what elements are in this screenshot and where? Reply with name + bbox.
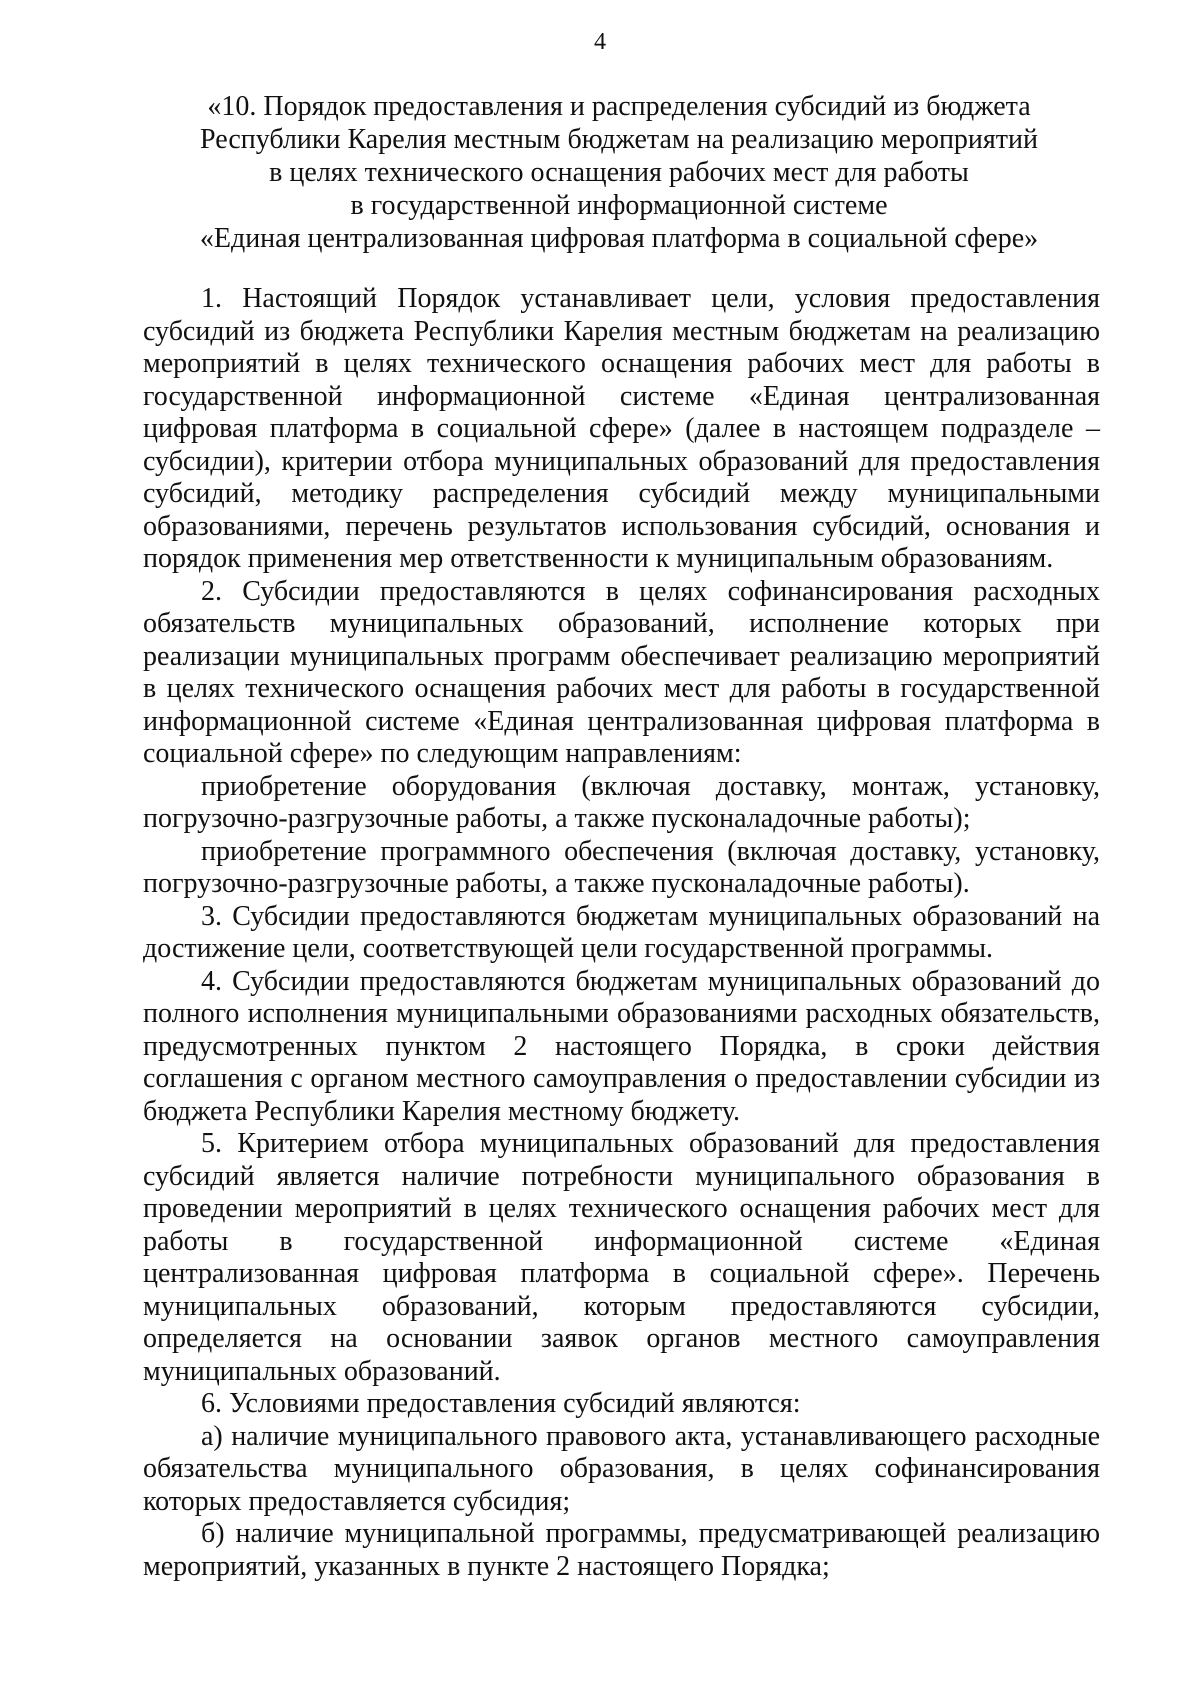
paragraph-condition-a: а) наличие муниципального правового акта, устанавливающего расходные обязательства муниципального образования, в целях софинансирования которых предоставляется субсидия; [143,1420,1100,1517]
heading-line: в целях технического оснащения рабочих мест для работы [269,157,969,188]
section-heading [140,90,1098,255]
paragraph-direction-equipment: приобретение оборудования (включая доставку, монтаж, установку, погрузочно-разгрузочные работы, а также пусконаладочные работы); [143,770,1100,834]
paragraph-item-3: 3. Субсидии предоставляются бюджетам муниципальных образований на достижение цели, соответствующей цели государственной программы. [143,900,1100,964]
paragraph-item-5: 5. Критерием отбора муниципальных образований для предоставления субсидий является наличие потребности муниципального образования в проведении мероприятий в целях технического оснащения рабочих мест для работы в государственной информационной системе «Единая централизованная цифровая платформа в социальной сфере». Перечень муниципальных образований, которым предоставляются субсидии, определяется на основании заявок органов местного самоуправления муниципальных образований. [143,1128,1100,1387]
heading-line: Республики Карелия местным бюджетам на реализацию мероприятий [200,124,1038,155]
paragraph-item-2: 2. Субсидии предоставляются в целях софинансирования расходных обязательств муниципальных образований, исполнение которых при реализации муниципальных программ обеспечивает реализацию мероприятий в целях технического оснащения рабочих мест для работы в государственной информационной системе «Единая централизованная цифровая платформа в социальной сфере» по следующим направлениям: [143,575,1100,769]
heading-line: «10. Порядок предоставления и распределения субсидий из бюджета [207,91,1031,122]
page-number: 4 [594,29,606,55]
heading-line: «Единая централизованная цифровая платформа в социальной сфере» [199,223,1039,254]
paragraph-condition-b: б) наличие муниципальной программы, предусматривающей реализацию мероприятий, указанных в пункте 2 настоящего Порядка; [143,1518,1100,1582]
heading-line: в государственной информационной системе [350,190,888,221]
paragraph-item-1: 1. Настоящий Порядок устанавливает цели, условия предоставления субсидий из бюджета Республики Карелия местным бюджетам на реализацию мероприятий в целях технического оснащения рабочих мест для работы в государственной информационной системе «Единая централизованная цифровая платформа в социальной сфере» (далее в настоящем подразделе – субсидии), критерии отбора муниципальных образований для предоставления субсидий, методику распределения субсидий между муниципальными образованиями, перечень результатов использования субсидий, основания и порядок применения мер ответственности к муниципальным образованиям. [143,283,1100,574]
paragraph-item-6: 6. Условиями предоставления субсидий являются: [201,1388,801,1419]
paragraph-item-4: 4. Субсидии предоставляются бюджетам муниципальных образований до полного исполнения муниципальными образованиями расходных обязательств, предусмотренных пунктом 2 настоящего Порядка, в сроки действия соглашения с органом местного самоуправления о предоставлении субсидии из бюджета Республики Карелия местному бюджету. [143,965,1100,1127]
document-body [143,283,1100,1583]
paragraph-direction-software: приобретение программного обеспечения (включая доставку, установку, погрузочно-разгрузочные работы, а также пусконаладочные работы). [143,835,1100,899]
